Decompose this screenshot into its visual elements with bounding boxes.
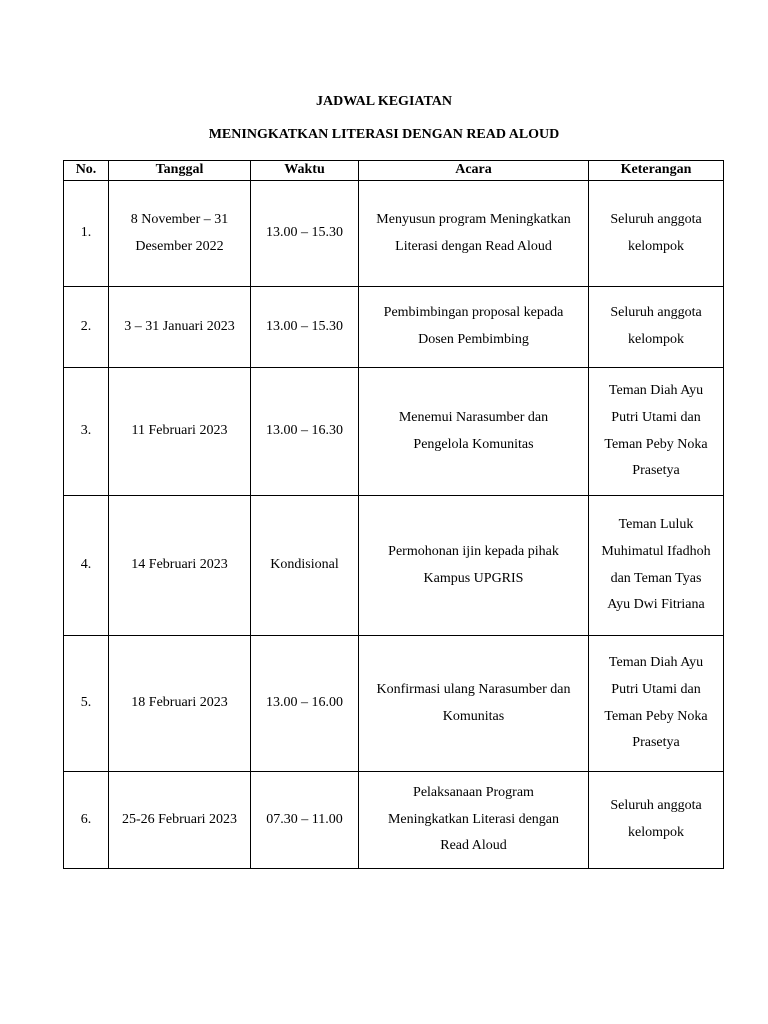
cell-event <box>359 636 589 772</box>
cell-event <box>359 181 589 287</box>
cell-note-line: Ayu Dwi Fitriana <box>607 597 705 613</box>
cell-time: 13.00 – 16.00 <box>251 636 359 772</box>
cell-note-line: Muhimatul Ifadhoh <box>601 543 711 559</box>
cell-date-line: 8 November – 31 <box>130 211 229 227</box>
table-row <box>64 772 724 869</box>
cell-no: 3. <box>64 368 109 496</box>
cell-note <box>589 181 724 287</box>
cell-note-line: dan Teman Tyas <box>610 570 702 586</box>
document-subtitle: MENINGKATKAN LITERASI DENGAN READ ALOUD <box>208 127 560 142</box>
cell-date-line: 14 Februari 2023 <box>131 557 228 573</box>
cell-note-line: Teman Luluk <box>618 517 694 533</box>
cell-note-line: Seluruh anggota <box>610 798 702 814</box>
header-note: Keterangan <box>589 161 724 181</box>
cell-event-line: Menyusun program Meningkatkan <box>376 211 571 227</box>
document-title: JADWAL KEGIATAN <box>315 94 452 109</box>
cell-time: 13.00 – 16.30 <box>251 368 359 496</box>
cell-date <box>109 287 251 368</box>
cell-note <box>589 772 724 869</box>
cell-note-line: kelompok <box>628 332 684 347</box>
cell-event-line: Kampus UPGRIS <box>423 570 524 586</box>
cell-note-line: Prasetya <box>632 735 680 751</box>
header-no: No. <box>64 161 109 181</box>
cell-event-line: Pembimbingan proposal kepada <box>383 305 564 321</box>
cell-time: 13.00 – 15.30 <box>251 287 359 368</box>
cell-event-line: Konfirmasi ulang Narasumber dan <box>376 681 571 697</box>
header-row <box>64 161 724 181</box>
cell-note-line: Seluruh anggota <box>610 305 702 321</box>
cell-date <box>109 636 251 772</box>
cell-note <box>589 287 724 368</box>
cell-date-line: 11 Februari 2023 <box>131 423 228 439</box>
table-row <box>64 368 724 496</box>
cell-note-line: Putri Utami dan <box>611 409 701 425</box>
cell-note-line: kelompok <box>628 238 684 254</box>
cell-no: 4. <box>64 496 109 636</box>
cell-event-line: Komunitas <box>442 708 505 724</box>
cell-no: 6. <box>64 772 109 869</box>
cell-time: 13.00 – 15.30 <box>251 181 359 287</box>
cell-event-line: Read Aloud <box>440 838 507 854</box>
cell-event-line: Permohonan ijin kepada pihak <box>388 543 559 559</box>
cell-event-line: Pengelola Komunitas <box>413 436 534 452</box>
schedule-table <box>63 160 724 869</box>
cell-event-line: Pelaksanaan Program <box>413 784 534 800</box>
cell-note <box>589 636 724 772</box>
cell-note-line: Teman Peby Noka <box>604 436 708 452</box>
cell-event <box>359 368 589 496</box>
cell-date-line: Desember 2022 <box>135 238 224 254</box>
cell-note-line: Teman Diah Ayu <box>608 383 704 399</box>
cell-date-line: 18 Februari 2023 <box>131 695 228 711</box>
cell-note <box>589 368 724 496</box>
cell-date <box>109 496 251 636</box>
cell-no: 1. <box>64 181 109 287</box>
header-event: Acara <box>359 161 589 181</box>
table-row <box>64 496 724 636</box>
cell-note-line: Prasetya <box>632 463 680 479</box>
cell-time: 07.30 – 11.00 <box>251 772 359 869</box>
cell-event <box>359 772 589 869</box>
table-row <box>64 636 724 772</box>
table-row <box>64 181 724 287</box>
cell-date <box>109 181 251 287</box>
cell-time: Kondisional <box>251 496 359 636</box>
cell-no: 2. <box>64 287 109 368</box>
cell-note-line: Seluruh anggota <box>610 211 702 227</box>
cell-note-line: kelompok <box>628 825 684 840</box>
cell-note-line: Teman Peby Noka <box>604 708 708 724</box>
cell-event <box>359 287 589 368</box>
cell-no: 5. <box>64 636 109 772</box>
cell-note-line: Teman Diah Ayu <box>608 655 704 671</box>
cell-event <box>359 496 589 636</box>
cell-event-line: Meningkatkan Literasi dengan <box>387 811 560 827</box>
cell-note <box>589 496 724 636</box>
header-date: Tanggal <box>109 161 251 181</box>
cell-event-line: Menemui Narasumber dan <box>398 409 549 425</box>
cell-event-line: Dosen Pembimbing <box>418 332 529 347</box>
cell-date <box>109 368 251 496</box>
table-row <box>64 287 724 368</box>
header-time: Waktu <box>251 161 359 181</box>
cell-event-line: Literasi dengan Read Aloud <box>395 238 552 254</box>
cell-date-line: 25-26 Februari 2023 <box>121 811 238 827</box>
cell-date-line: 3 – 31 Januari 2023 <box>124 318 235 334</box>
cell-date <box>109 772 251 869</box>
cell-note-line: Putri Utami dan <box>611 681 701 697</box>
